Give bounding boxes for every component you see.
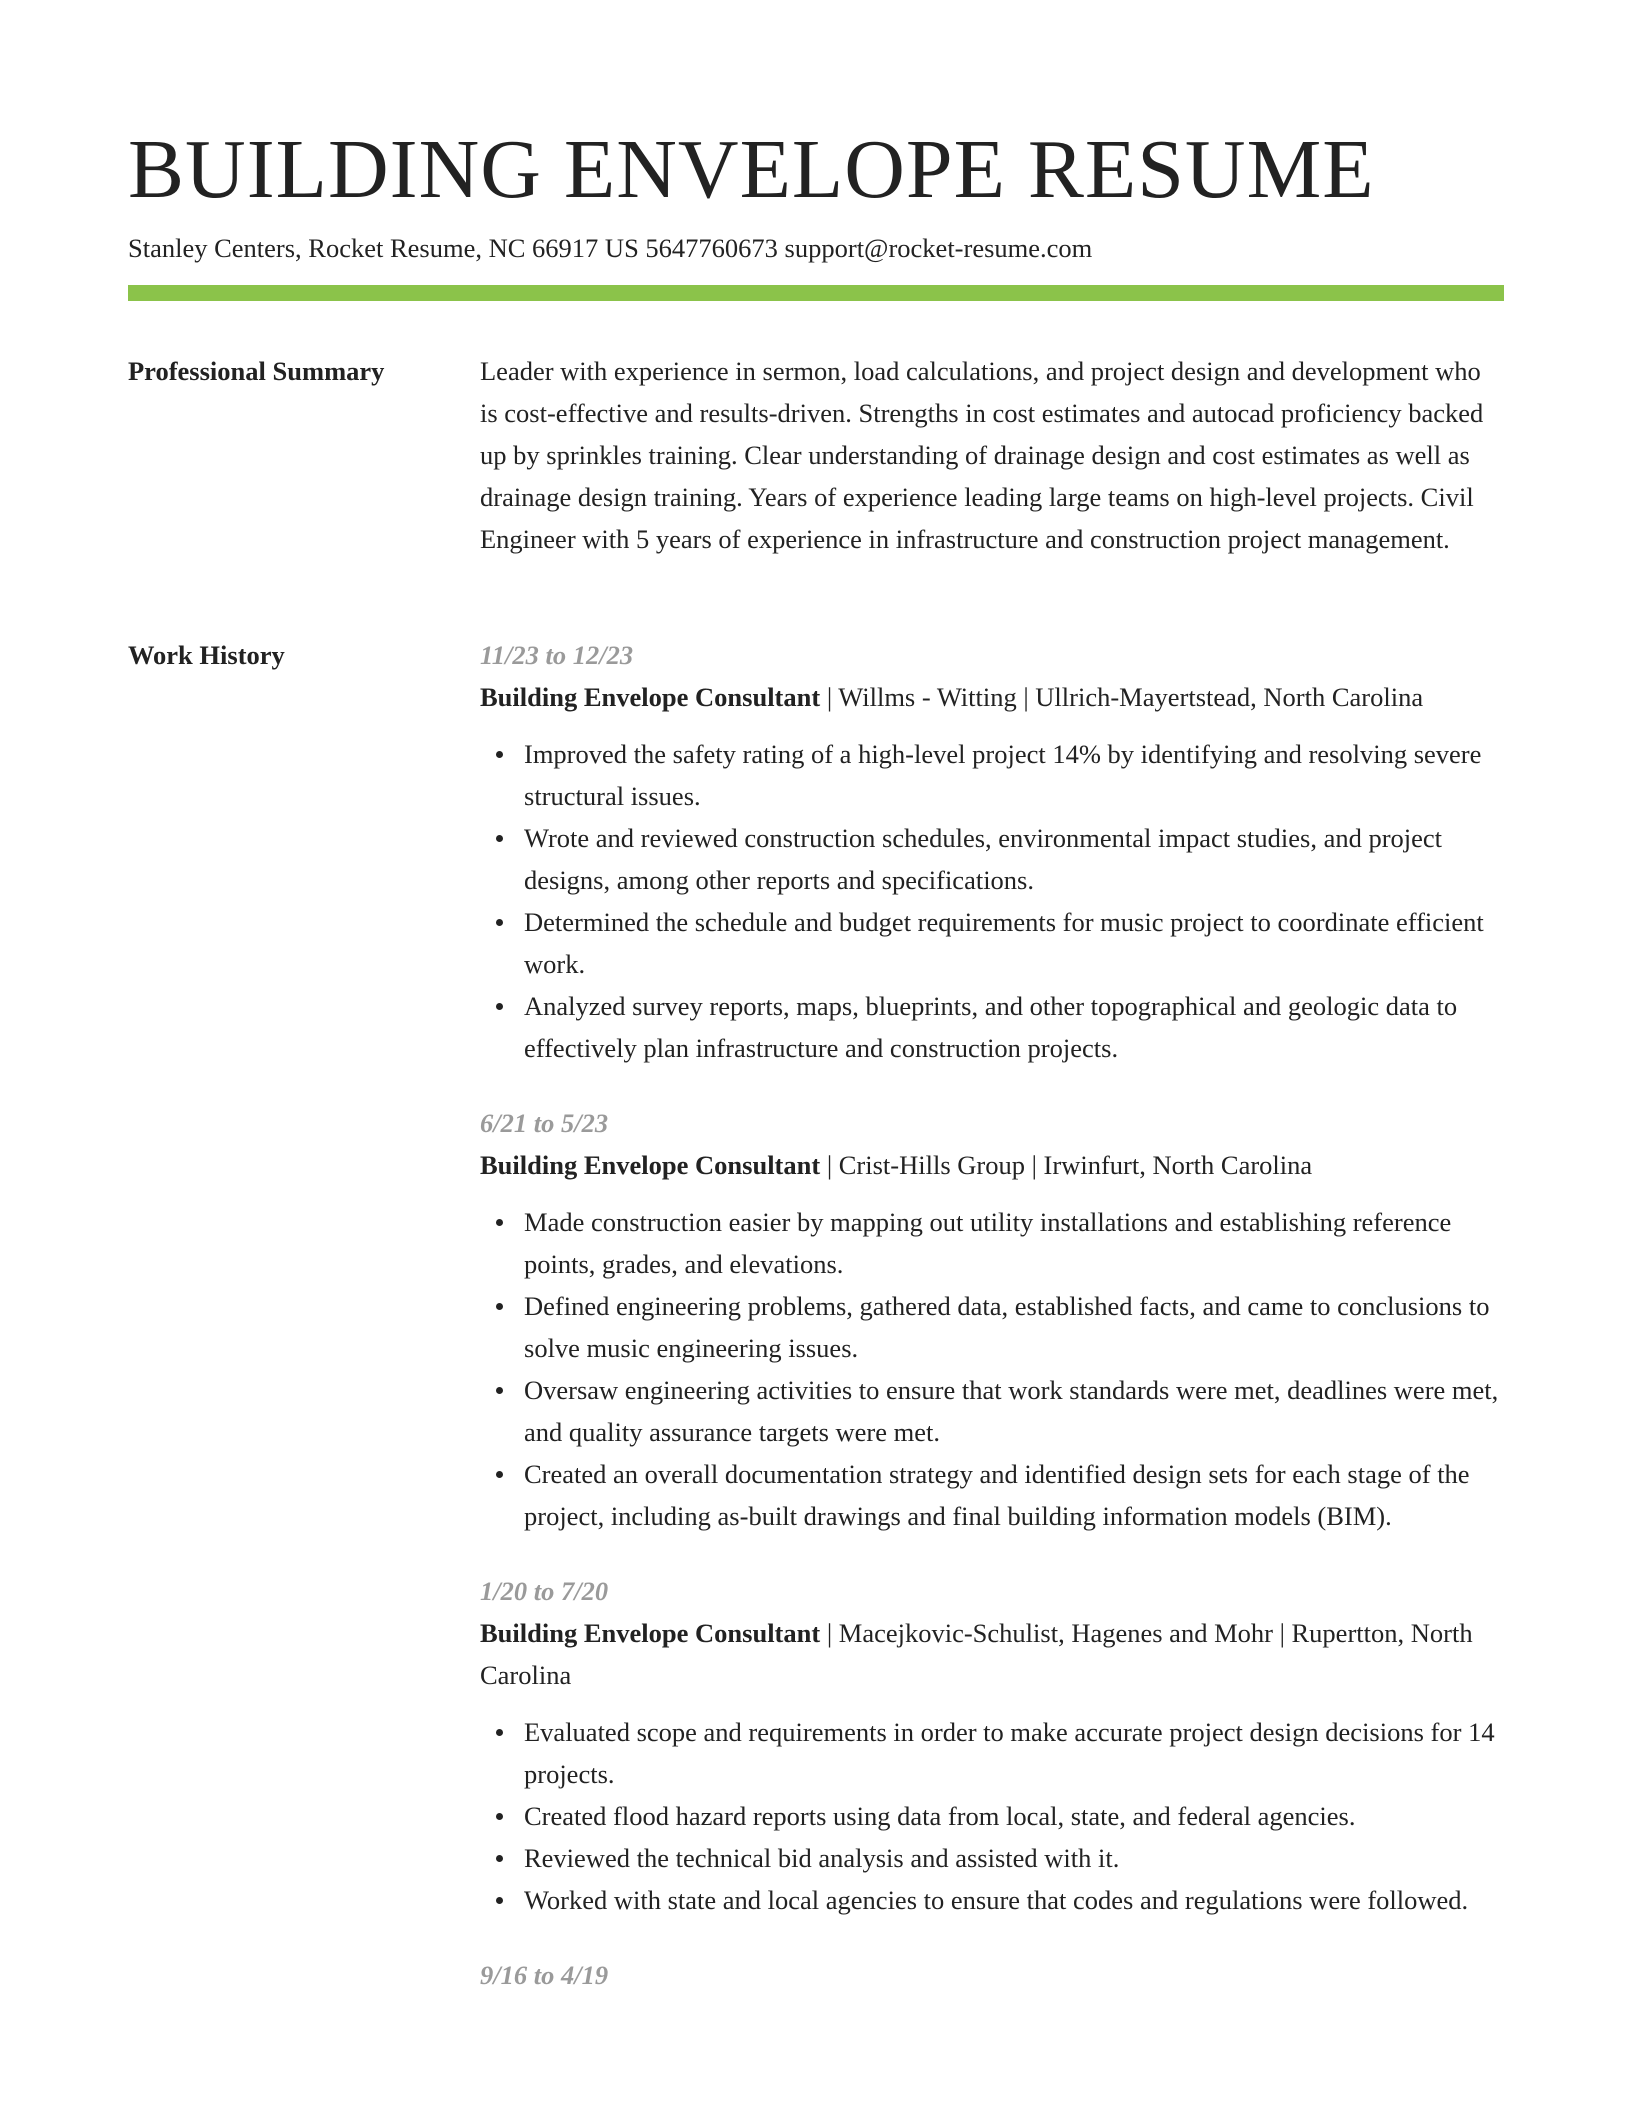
accent-divider [128, 285, 1504, 301]
job-heading [480, 676, 1504, 718]
section-label-summary: Professional Summary [128, 356, 385, 386]
job-bullet-item: Created an overall documentation strategy and identified design sets for each stage of the project, including as-built drawings and final building information models (BIM). [524, 1453, 1504, 1537]
job-company-location: | Willms - Witting | Ullrich-Mayertstead, North Carolina [820, 682, 1424, 712]
job-bullet-list [480, 1711, 1504, 1921]
job-bullet-list [480, 733, 1504, 1069]
job-entry [480, 1102, 1504, 1537]
job-bullet-item: Wrote and reviewed construction schedules, environmental impact studies, and project designs, among other reports and specifications. [524, 817, 1504, 901]
job-entry [480, 634, 1504, 1069]
job-bullet-item: Reviewed the technical bid analysis and assisted with it. [524, 1837, 1504, 1879]
job-bullet-item: Worked with state and local agencies to ensure that codes and regulations were followed. [524, 1879, 1504, 1921]
job-entry [480, 1954, 1504, 1996]
job-bullet-item: Created flood hazard reports using data from local, state, and federal agencies. [524, 1795, 1504, 1837]
job-title: Building Envelope Consultant [480, 1150, 821, 1180]
job-dates: 1/20 to 7/20 [480, 1576, 609, 1606]
job-entry [480, 1570, 1504, 1921]
section-label-work-history: Work History [128, 640, 285, 670]
summary-body [480, 350, 1504, 560]
job-company-location: | Crist-Hills Group | Irwinfurt, North Carolina [820, 1150, 1313, 1180]
job-dates: 6/21 to 5/23 [480, 1108, 609, 1138]
job-bullet-item: Improved the safety rating of a high-level project 14% by identifying and resolving severe structural issues. [524, 733, 1504, 817]
job-bullet-item: Determined the schedule and budget requirements for music project to coordinate efficient work. [524, 901, 1504, 985]
job-heading [480, 1612, 1504, 1696]
job-bullet-item: Defined engineering problems, gathered data, established facts, and came to conclusions to solve music engineering issues. [524, 1285, 1504, 1369]
job-dates: 11/23 to 12/23 [480, 640, 634, 670]
job-bullet-item: Oversaw engineering activities to ensure that work standards were met, deadlines were met, and quality assurance targets were met. [524, 1369, 1504, 1453]
contact-info: Stanley Centers, Rocket Resume, NC 66917 US 5647760673 support@rocket-resume.com [128, 233, 1093, 263]
work-history-body [480, 634, 1504, 2029]
job-bullet-item: Evaluated scope and requirements in order to make accurate project design decisions for 14 projects. [524, 1711, 1504, 1795]
job-title: Building Envelope Consultant [480, 1618, 821, 1648]
job-dates: 9/16 to 4/19 [480, 1960, 609, 1990]
job-company-location: | Macejkovic-Schulist, Hagenes and Mohr | Rupertton, North Carolina [480, 1618, 1473, 1690]
job-bullet-list [480, 1201, 1504, 1537]
summary-text: Leader with experience in sermon, load calculations, and project design and development who is cost-effective and results-driven. Strengths in cost estimates and autocad proficiency backed up by sprinkles training. Clear understanding of drainage design and cost estimates as well as drainage design training. Years of experience leading large teams on high-level projects. Civil Engineer with 5 years of experience in infrastructure and construction project management. [480, 356, 1484, 554]
job-heading [480, 1144, 1504, 1186]
job-title: Building Envelope Consultant [480, 682, 821, 712]
job-bullet-item: Analyzed survey reports, maps, blueprints, and other topographical and geologic data to effectively plan infrastructure and construction projects. [524, 985, 1504, 1069]
resume-title: BUILDING ENVELOPE RESUME [128, 123, 1375, 216]
job-bullet-item: Made construction easier by mapping out utility installations and establishing reference points, grades, and elevations. [524, 1201, 1504, 1285]
